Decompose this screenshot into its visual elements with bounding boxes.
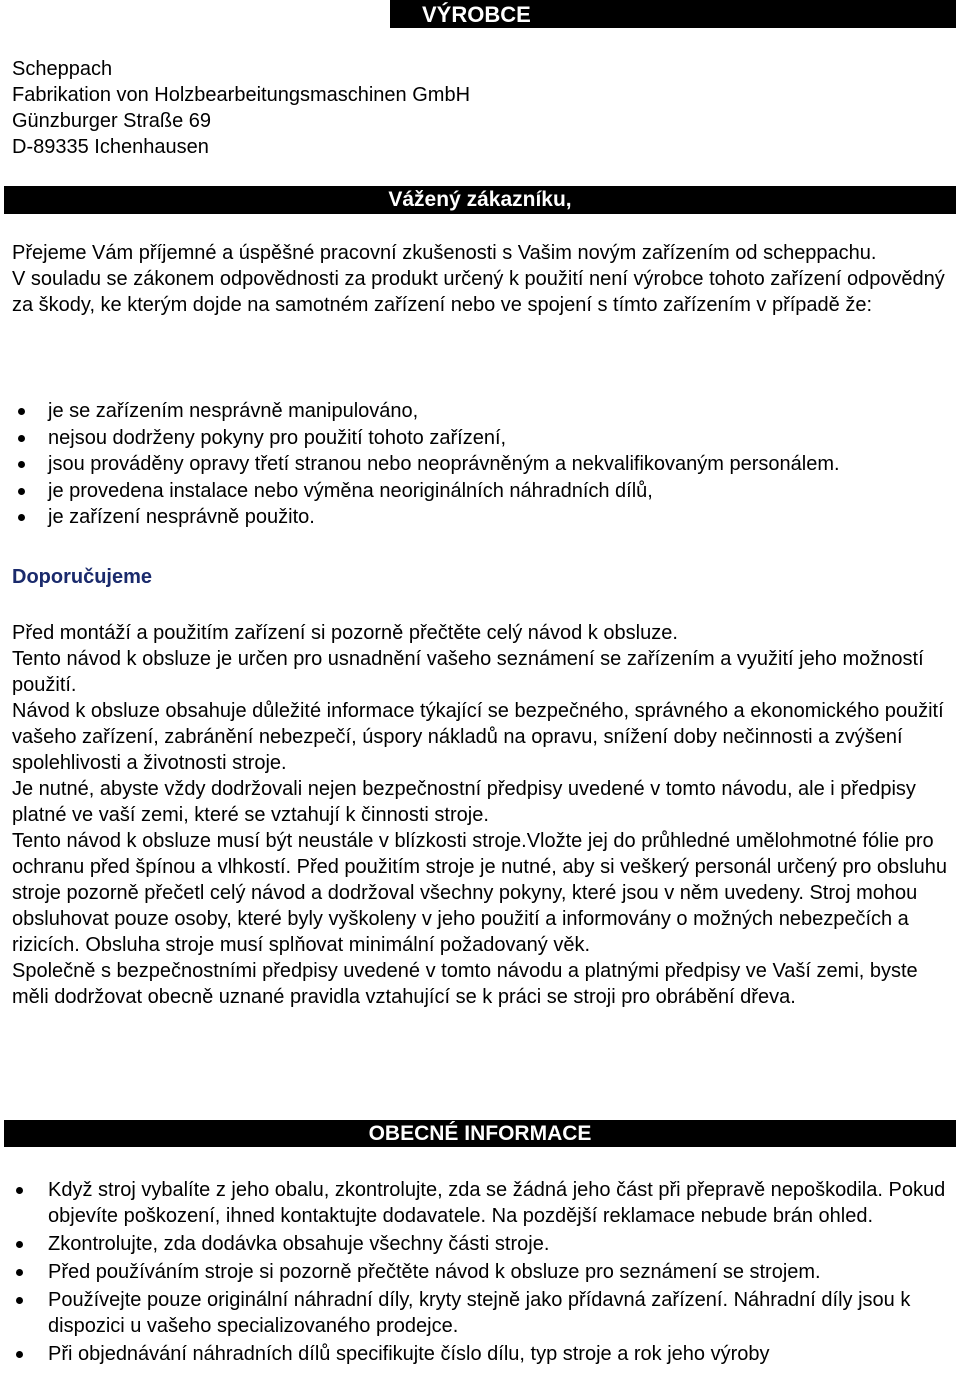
recommend-paragraph: Tento návod k obsluze je určen pro usnadnění vašeho seznámení se zařízením a využití jeho možností použití. <box>12 648 924 696</box>
manufacturer-header-title: VÝROBCE <box>422 2 531 27</box>
list-item: Při objednávání náhradních dílů specifikujte číslo dílu, typ stroje a rok jeho výroby <box>12 1341 957 1367</box>
recommend-paragraph: Je nutné, abyste vždy dodržovali nejen bezpečnostní předpisy uvedené v tomto návodu, ale i předpisy platné ve vaší zemi, které se vztahují k činnosti stroje. <box>12 778 916 826</box>
recommend-text <box>12 620 947 1010</box>
list-item: je provedena instalace nebo výměna neoriginálních náhradních dílů, <box>12 478 957 505</box>
list-item: nejsou dodrženy pokyny pro použití tohoto zařízení, <box>12 425 957 452</box>
list-item: Používejte pouze originální náhradní díly, kryty stejně jako přídavná zařízení. Náhradní díly jsou k dispozici u vašeho specializovaného prodejce. <box>12 1287 957 1339</box>
address-line: D-89335 Ichenhausen <box>12 136 209 158</box>
customer-greeting-bar <box>4 186 956 214</box>
address-line: Scheppach <box>12 58 113 80</box>
intro-text <box>12 240 947 318</box>
intro-paragraph: Přejeme Vám příjemné a úspěšné pracovní zkušenosti s Vašim novým zařízením od scheppachu. <box>12 242 877 264</box>
manufacturer-header-bar <box>390 0 956 28</box>
manufacturer-address <box>12 56 947 160</box>
list-item: Před používáním stroje si pozorně přečtěte návod k obsluze pro seznámení se strojem. <box>12 1259 957 1285</box>
intro-paragraph: V souladu se zákonem odpovědnosti za produkt určený k použití není výrobce tohoto zařízení odpovědný za škody, ke kterým dojde na samotném zařízení nebo ve spojení s tímto zařízením v případě že: <box>12 268 945 316</box>
address-line: Günzburger Straße 69 <box>12 110 211 132</box>
recommend-paragraph: Návod k obsluze obsahuje důležité informace týkající se bezpečného, správného a ekonomického použití vašeho zařízení, zabránění nebezpečí, úspory nákladů na opravu, snížení doby nečinnosti a zvýšení spolehlivosti a životnosti stroje. <box>12 700 944 774</box>
recommend-heading: Doporučujeme <box>12 566 153 588</box>
list-item: Zkontrolujte, zda dodávka obsahuje všechny části stroje. <box>12 1231 957 1257</box>
customer-greeting-title: Vážený zákazníku, <box>388 188 572 211</box>
recommend-paragraph: Tento návod k obsluze musí být neustále v blízkosti stroje.Vložte jej do průhledné umělohmotné fólie pro ochranu před špínou a vlhkostí. Před použitím stroje je nutné, aby si veškerý personál určený pro obsluhu stroje pozorně přečetl celý návod a dodržoval všechny pokyny, které jsou v něm uvedeny. Stroj mohou obsluhovat pouze osoby, které byly vyškoleny v jeho použití a informovány o možných nebezpečích a rizicích. Obsluha stroje musí splňovat minimální požadovaný věk. <box>12 830 947 956</box>
general-info-title: OBECNÉ INFORMACE <box>368 1122 592 1145</box>
list-item: jsou prováděny opravy třetí stranou nebo neoprávněným a nekvalifikovaným personálem. <box>12 451 957 478</box>
recommend-paragraph: Společně s bezpečnostními předpisy uvedené v tomto návodu a platnými předpisy ve Vaší zemi, byste měli dodržovat obecně uznané pravidla vztahující se k práci se stroji pro obrábění dřeva. <box>12 960 918 1008</box>
list-item: je zařízení nesprávně použito. <box>12 504 957 531</box>
liability-list <box>12 398 957 531</box>
general-info-list <box>12 1177 957 1369</box>
recommend-paragraph: Před montáží a použitím zařízení si pozorně přečtěte celý návod k obsluze. <box>12 622 678 644</box>
address-line: Fabrikation von Holzbearbeitungsmaschinen GmbH <box>12 84 471 106</box>
general-info-bar <box>4 1120 956 1147</box>
list-item: Když stroj vybalíte z jeho obalu, zkontrolujte, zda se žádná jeho část při přepravě nepoškodila. Pokud objevíte poškození, ihned kontaktujte dodavatele. Na pozdější reklamace nebude brán ohled. <box>12 1177 957 1229</box>
list-item: je se zařízením nesprávně manipulováno, <box>12 398 957 425</box>
